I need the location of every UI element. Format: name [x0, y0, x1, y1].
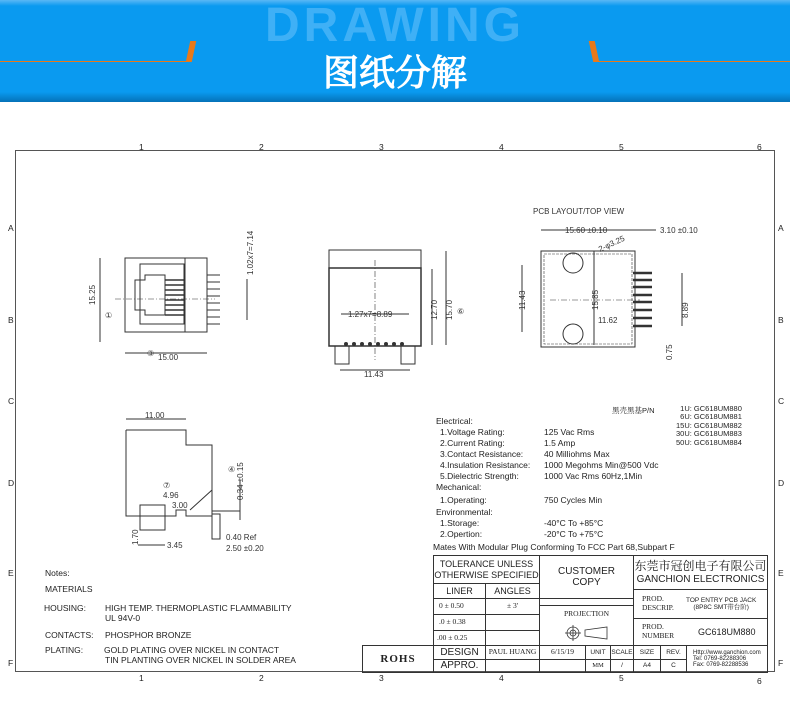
col-marker: 2 [259, 673, 264, 683]
dim-label: 15.00 [158, 353, 179, 362]
dim-label: 15.70 [445, 299, 454, 320]
row-marker: B [778, 315, 784, 325]
pn-list [676, 405, 742, 447]
dim-label: 1.70 [131, 529, 140, 545]
spec-heading: Environmental: [436, 507, 493, 517]
tolerance-value: .0 ± 0.38 [433, 614, 486, 631]
spec-heading: Mechanical: [436, 482, 482, 492]
spec-value: 40 Milliohms Max [544, 449, 610, 459]
spec-value: 1000 Megohms Min@500 Vdc [544, 460, 659, 470]
dim-label: 11.62 [598, 316, 618, 325]
company-name-en: GANCHION ELECTRONICS [636, 573, 765, 585]
materials-heading: MATERIALS [45, 584, 93, 594]
row-marker: A [778, 223, 784, 233]
banner-watermark: DRAWING [265, 0, 525, 52]
pn-label: 黑壳黑基P/N [612, 406, 655, 415]
tolerance-cell: TOLERANCE UNLESS OTHERWISE SPECIFIED [433, 555, 540, 584]
row-marker: E [778, 568, 784, 578]
callout-6: ⑥ [457, 307, 465, 316]
empty-cell [485, 614, 540, 631]
note-label: HOUSING: [44, 603, 87, 613]
dim-label: 1.27x7=8.89 [348, 310, 393, 319]
liner-header: LINER [433, 583, 486, 599]
spec-value: 125 Vac Rms [544, 427, 595, 437]
dim-label: 0.40 Ref [226, 533, 257, 542]
callout-3: ③ [147, 349, 155, 358]
callout-1: ① [105, 311, 113, 320]
empty-cell [485, 630, 540, 646]
banner-title: 图纸分解 [322, 53, 467, 94]
row-marker: F [778, 658, 784, 668]
tolerance-value: 0 ± 0.50 [433, 598, 486, 615]
design-label: DESIGN [433, 645, 486, 660]
col-marker: 6 [757, 676, 762, 686]
col-marker: 3 [379, 142, 384, 152]
unit-label: UNIT [585, 645, 611, 660]
pn-item: 6U: GC618UM881 [680, 412, 742, 422]
pn-item: 50U: GC618UM884 [676, 437, 742, 447]
fax: Fax: 0769-82288536 [693, 662, 749, 669]
size-label: SIZE [633, 645, 661, 660]
rohs-mark: ROHS [362, 645, 434, 673]
col-marker: 4 [499, 673, 504, 683]
contact-info [686, 645, 768, 673]
projection-label: PROJECTION [563, 609, 609, 618]
profile-view [126, 419, 240, 545]
pcb-title: PCB LAYOUT/TOP VIEW [533, 207, 625, 216]
spec-heading: Electrical: [436, 416, 473, 426]
row-marker: F [8, 658, 14, 668]
prod-number: GC618UM880 [698, 626, 756, 637]
note-value: TIN PLANTING OVER NICKEL IN SOLDER AREA [105, 655, 296, 665]
dim-label: 15.25 [88, 284, 97, 305]
pn-item: 30U: GC618UM883 [676, 429, 742, 439]
pn-item: 15U: GC618UM882 [676, 420, 742, 430]
col-marker: 1 [139, 673, 144, 683]
col-marker: 1 [139, 142, 144, 152]
prod-descrip-line1: TOP ENTRY PCB JACK [686, 596, 757, 604]
col-marker: 4 [499, 142, 504, 152]
dim-label: 12.70 [430, 299, 439, 320]
dim-label: 11.43 [364, 370, 384, 379]
size-value: A4 [633, 659, 661, 673]
projection-cell [539, 605, 634, 646]
row-marker: D [778, 478, 785, 488]
row-marker: A [8, 223, 14, 233]
company-name-cn: 东莞市冠创电子有限公司 [634, 558, 767, 573]
dim-label: 8.89 [681, 302, 690, 318]
spec-value: -20°C To +75°C [544, 529, 604, 539]
tolerance-value: .00 ± 0.25 [433, 630, 486, 646]
rev-value: C [660, 659, 687, 673]
rev-label: REV. [660, 645, 687, 660]
dim-label: 15.85 [591, 289, 600, 310]
spec-label: 2.Opertion: [440, 529, 483, 539]
row-marker: B [8, 315, 14, 325]
company-cell [633, 555, 768, 590]
unit-value: MM [585, 659, 611, 673]
customer-copy: CUSTOMER COPY [539, 555, 634, 599]
front-view [100, 258, 247, 353]
mates-note: Mates With Modular Plug Conforming To FCC Part 68,Subpart F [433, 542, 675, 552]
website: Http://www.ganchion.com [693, 649, 761, 656]
note-value: GOLD PLATING OVER NICKEL IN CONTACT [104, 645, 280, 655]
dim-label: 0.75 [665, 344, 674, 360]
dim-label: 15.60 ±0.10 [565, 226, 608, 235]
dim-label: 3.00 [172, 501, 188, 510]
note-label: PLATING: [45, 645, 84, 655]
spec-value: 1.5 Amp [544, 438, 576, 448]
prod-descrip-label: PROD. DESCRIP. [642, 594, 674, 612]
scale-value: / [610, 659, 634, 673]
note-value: UL 94V-0 [105, 613, 141, 623]
col-marker: 6 [757, 142, 762, 152]
dim-label: 0.34 ±0.15 [236, 462, 245, 500]
col-marker: 2 [259, 142, 264, 152]
callout-7: ⑦ [163, 481, 171, 490]
spec-label: 1.Operating: [440, 495, 487, 505]
spec-label: 5.Dielectric Strength: [440, 471, 519, 481]
dim-label: 3.45 [167, 541, 183, 550]
spec-label: 1.Storage: [440, 518, 480, 528]
callout-4: ④ [228, 465, 236, 474]
dim-label: 4.96 [163, 491, 179, 500]
design-date: 6/15/19 [539, 645, 586, 660]
pn-item: 1U: GC618UM880 [680, 404, 742, 413]
spec-list [433, 416, 675, 553]
angles-header: ANGLES [485, 583, 540, 599]
col-marker: 3 [379, 673, 384, 683]
note-label: CONTACTS: [45, 630, 94, 640]
note-value: PHOSPHOR BRONZE [105, 630, 192, 640]
dim-label: 11.00 [145, 411, 165, 420]
spec-label: 4.Insulation Resistance: [440, 460, 531, 470]
row-marker: C [778, 396, 785, 406]
dim-label: 3.10 ±0.10 [660, 226, 698, 235]
prod-number-cell [633, 618, 768, 646]
row-marker: D [8, 478, 15, 488]
col-marker: 5 [619, 142, 624, 152]
designer-name: PAUL HUANG [485, 645, 540, 660]
empty-cell [485, 659, 540, 673]
appro-label: APPRO. [433, 659, 486, 673]
projection-symbol-icon [565, 625, 611, 641]
prod-descrip-cell [633, 589, 768, 619]
spec-value: 1000 Vac Rms 60Hz,1Min [544, 471, 643, 481]
scale-label: SCALE [610, 645, 634, 660]
spec-label: 2.Current Rating: [440, 438, 505, 448]
prod-descrip-line2: (8P8C SMT带台阶) [693, 604, 749, 611]
prod-number-label: PROD. NUMBER [642, 622, 675, 640]
note-value: HIGH TEMP. THERMOPLASTIC FLAMMABILITY [105, 603, 292, 613]
dim-label: 1.02x7=7.14 [246, 230, 255, 275]
angle-value: ± 3' [485, 598, 540, 615]
dim-label: 11.43 [518, 290, 527, 310]
col-marker: 5 [619, 673, 624, 683]
row-marker: E [8, 568, 14, 578]
phone: Tel: 0769-82288306 [693, 655, 747, 662]
dim-label: 2-φ3.25 [597, 233, 627, 254]
empty-cell [539, 659, 586, 673]
spec-label: 3.Contact Resistance: [440, 449, 524, 459]
spec-value: 750 Cycles Min [544, 495, 603, 505]
row-marker: C [8, 396, 15, 406]
notes-title: Notes: [45, 568, 70, 578]
spec-label: 1.Voltage Rating: [440, 427, 505, 437]
dim-label: 2.50 ±0.20 [226, 544, 264, 553]
spec-value: -40°C To +85°C [544, 518, 604, 528]
